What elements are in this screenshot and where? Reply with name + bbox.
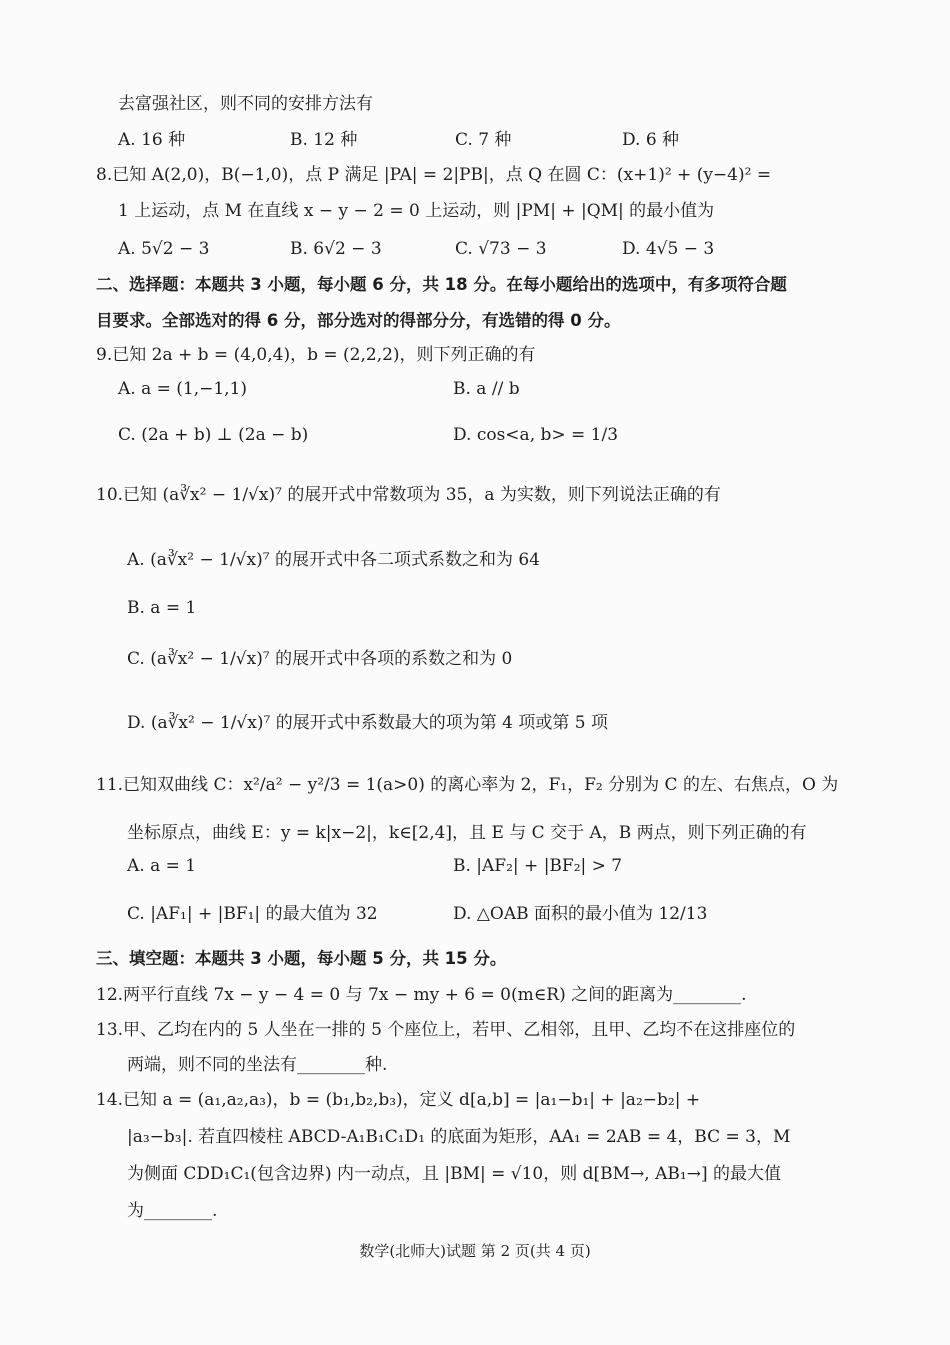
q13-stem-line1-text: 甲、乙均在内的 5 人坐在一排的 5 个座位上，若甲、乙相邻，且甲、乙均不在这排座位的 [123,1020,796,1040]
q12-number: 12. [96,985,124,1005]
q9-number: 9. [96,345,113,365]
q7-option-b: B. 12 种 [290,130,358,150]
q9-option-d: D. cos<a, b> = 1/3 [453,425,619,445]
q14-stem-line1-text: 已知 a = (a₁,a₂,a₃)，b = (b₁,b₂,b₃)，定义 d[a,b] = |a₁−b₁| + |a₂−b₂| + [123,1090,701,1110]
q10-option-d: D. (a∛x² − 1/√x)⁷ 的展开式中系数最大的项为第 4 项或第 5 项 [127,713,608,733]
q12-stem-text: 两平行直线 7x − y − 4 = 0 与 7x − my + 6 = 0(m∈R) 之间的距离为________. [123,985,747,1005]
q8-option-b: B. 6√2 − 3 [290,239,382,259]
q13-stem-line2: 两端，则不同的坐法有________种. [127,1055,388,1075]
q10-stem [96,484,721,506]
q10-stem-text: 已知 (a∛x² − 1/√x)⁷ 的展开式中常数项为 35，a 为实数，则下列说法正确的有 [123,485,721,505]
q9-option-b: B. a // b [453,379,520,399]
q12-stem [96,984,747,1006]
q8-stem-line1-text: 已知 A(2,0)，B(−1,0)，点 P 满足 |PA| = 2|PB|，点 Q 在圆 C：(x+1)² + (y−4)² = [112,165,772,185]
q7-option-c: C. 7 种 [455,130,512,150]
q14-stem-line1 [96,1089,700,1111]
q8-option-d: D. 4√5 − 3 [622,239,715,259]
q10-option-b: B. a = 1 [127,598,197,618]
q7-stem-tail: 去富强社区，则不同的安排方法有 [118,94,373,114]
q11-stem-line2: 坐标原点，曲线 E：y = k|x−2|，k∈[2,4]，且 E 与 C 交于 A，B 两点，则下列正确的有 [127,823,807,843]
q9-option-c: C. (2a + b) ⊥ (2a − b) [118,425,309,445]
q11-option-c: C. |AF₁| + |BF₁| 的最大值为 32 [127,904,378,924]
q14-stem-line3: 为侧面 CDD₁C₁(包含边界) 内一动点，且 |BM| = √10，则 d[BM→, AB₁→] 的最大值 [127,1164,781,1184]
q11-option-a: A. a = 1 [127,856,197,876]
section2-heading-line2: 目要求。全部选对的得 6 分，部分选对的得部分分，有选错的得 0 分。 [96,311,621,330]
q9-option-a: A. a = (1,−1,1) [118,379,248,399]
q11-option-d: D. △OAB 面积的最小值为 12/13 [453,904,708,924]
q9-stem-text: 已知 2a + b = (4,0,4)，b = (2,2,2)，则下列正确的有 [112,345,536,365]
q11-stem-line1 [96,774,838,796]
q14-number: 14. [96,1090,124,1110]
q13-stem-line1 [96,1019,795,1041]
q8-number: 8. [96,165,113,185]
q14-stem-line2: |a₃−b₃|. 若直四棱柱 ABCD-A₁B₁C₁D₁ 的底面为矩形，AA₁ = 2AB = 4，BC = 3，M [127,1127,791,1147]
q10-number: 10. [96,485,124,505]
q14-stem-line4: 为________. [127,1201,218,1221]
q13-number: 13. [96,1020,124,1040]
q11-option-b: B. |AF₂| + |BF₂| > 7 [453,856,623,876]
q8-stem-line2: 1 上运动，点 M 在直线 x − y − 2 = 0 上运动，则 |PM| + |QM| 的最小值为 [118,201,715,221]
q7-option-a: A. 16 种 [118,130,186,150]
q10-option-a: A. (a∛x² − 1/√x)⁷ 的展开式中各二项式系数之和为 64 [127,550,540,570]
q11-number: 11. [96,775,124,795]
q7-option-d: D. 6 种 [622,130,680,150]
q10-option-c: C. (a∛x² − 1/√x)⁷ 的展开式中各项的系数之和为 0 [127,649,513,669]
q11-stem-line1-text: 已知双曲线 C：x²/a² − y²/3 = 1(a>0) 的离心率为 2，F₁，F₂ 分别为 C 的左、右焦点，O 为 [123,775,839,795]
q9-stem [96,344,536,366]
q8-stem-line1 [96,164,771,186]
page-footer: 数学(北师大)试题 第 2 页(共 4 页) [359,1242,591,1260]
section3-heading: 三、填空题：本题共 3 小题，每小题 5 分，共 15 分。 [96,949,507,968]
q8-option-c: C. √73 − 3 [455,239,547,259]
section2-heading-line1: 二、选择题：本题共 3 小题，每小题 6 分，共 18 分。在每小题给出的选项中，有多项符合题 [96,275,787,294]
q8-option-a: A. 5√2 − 3 [118,239,210,259]
